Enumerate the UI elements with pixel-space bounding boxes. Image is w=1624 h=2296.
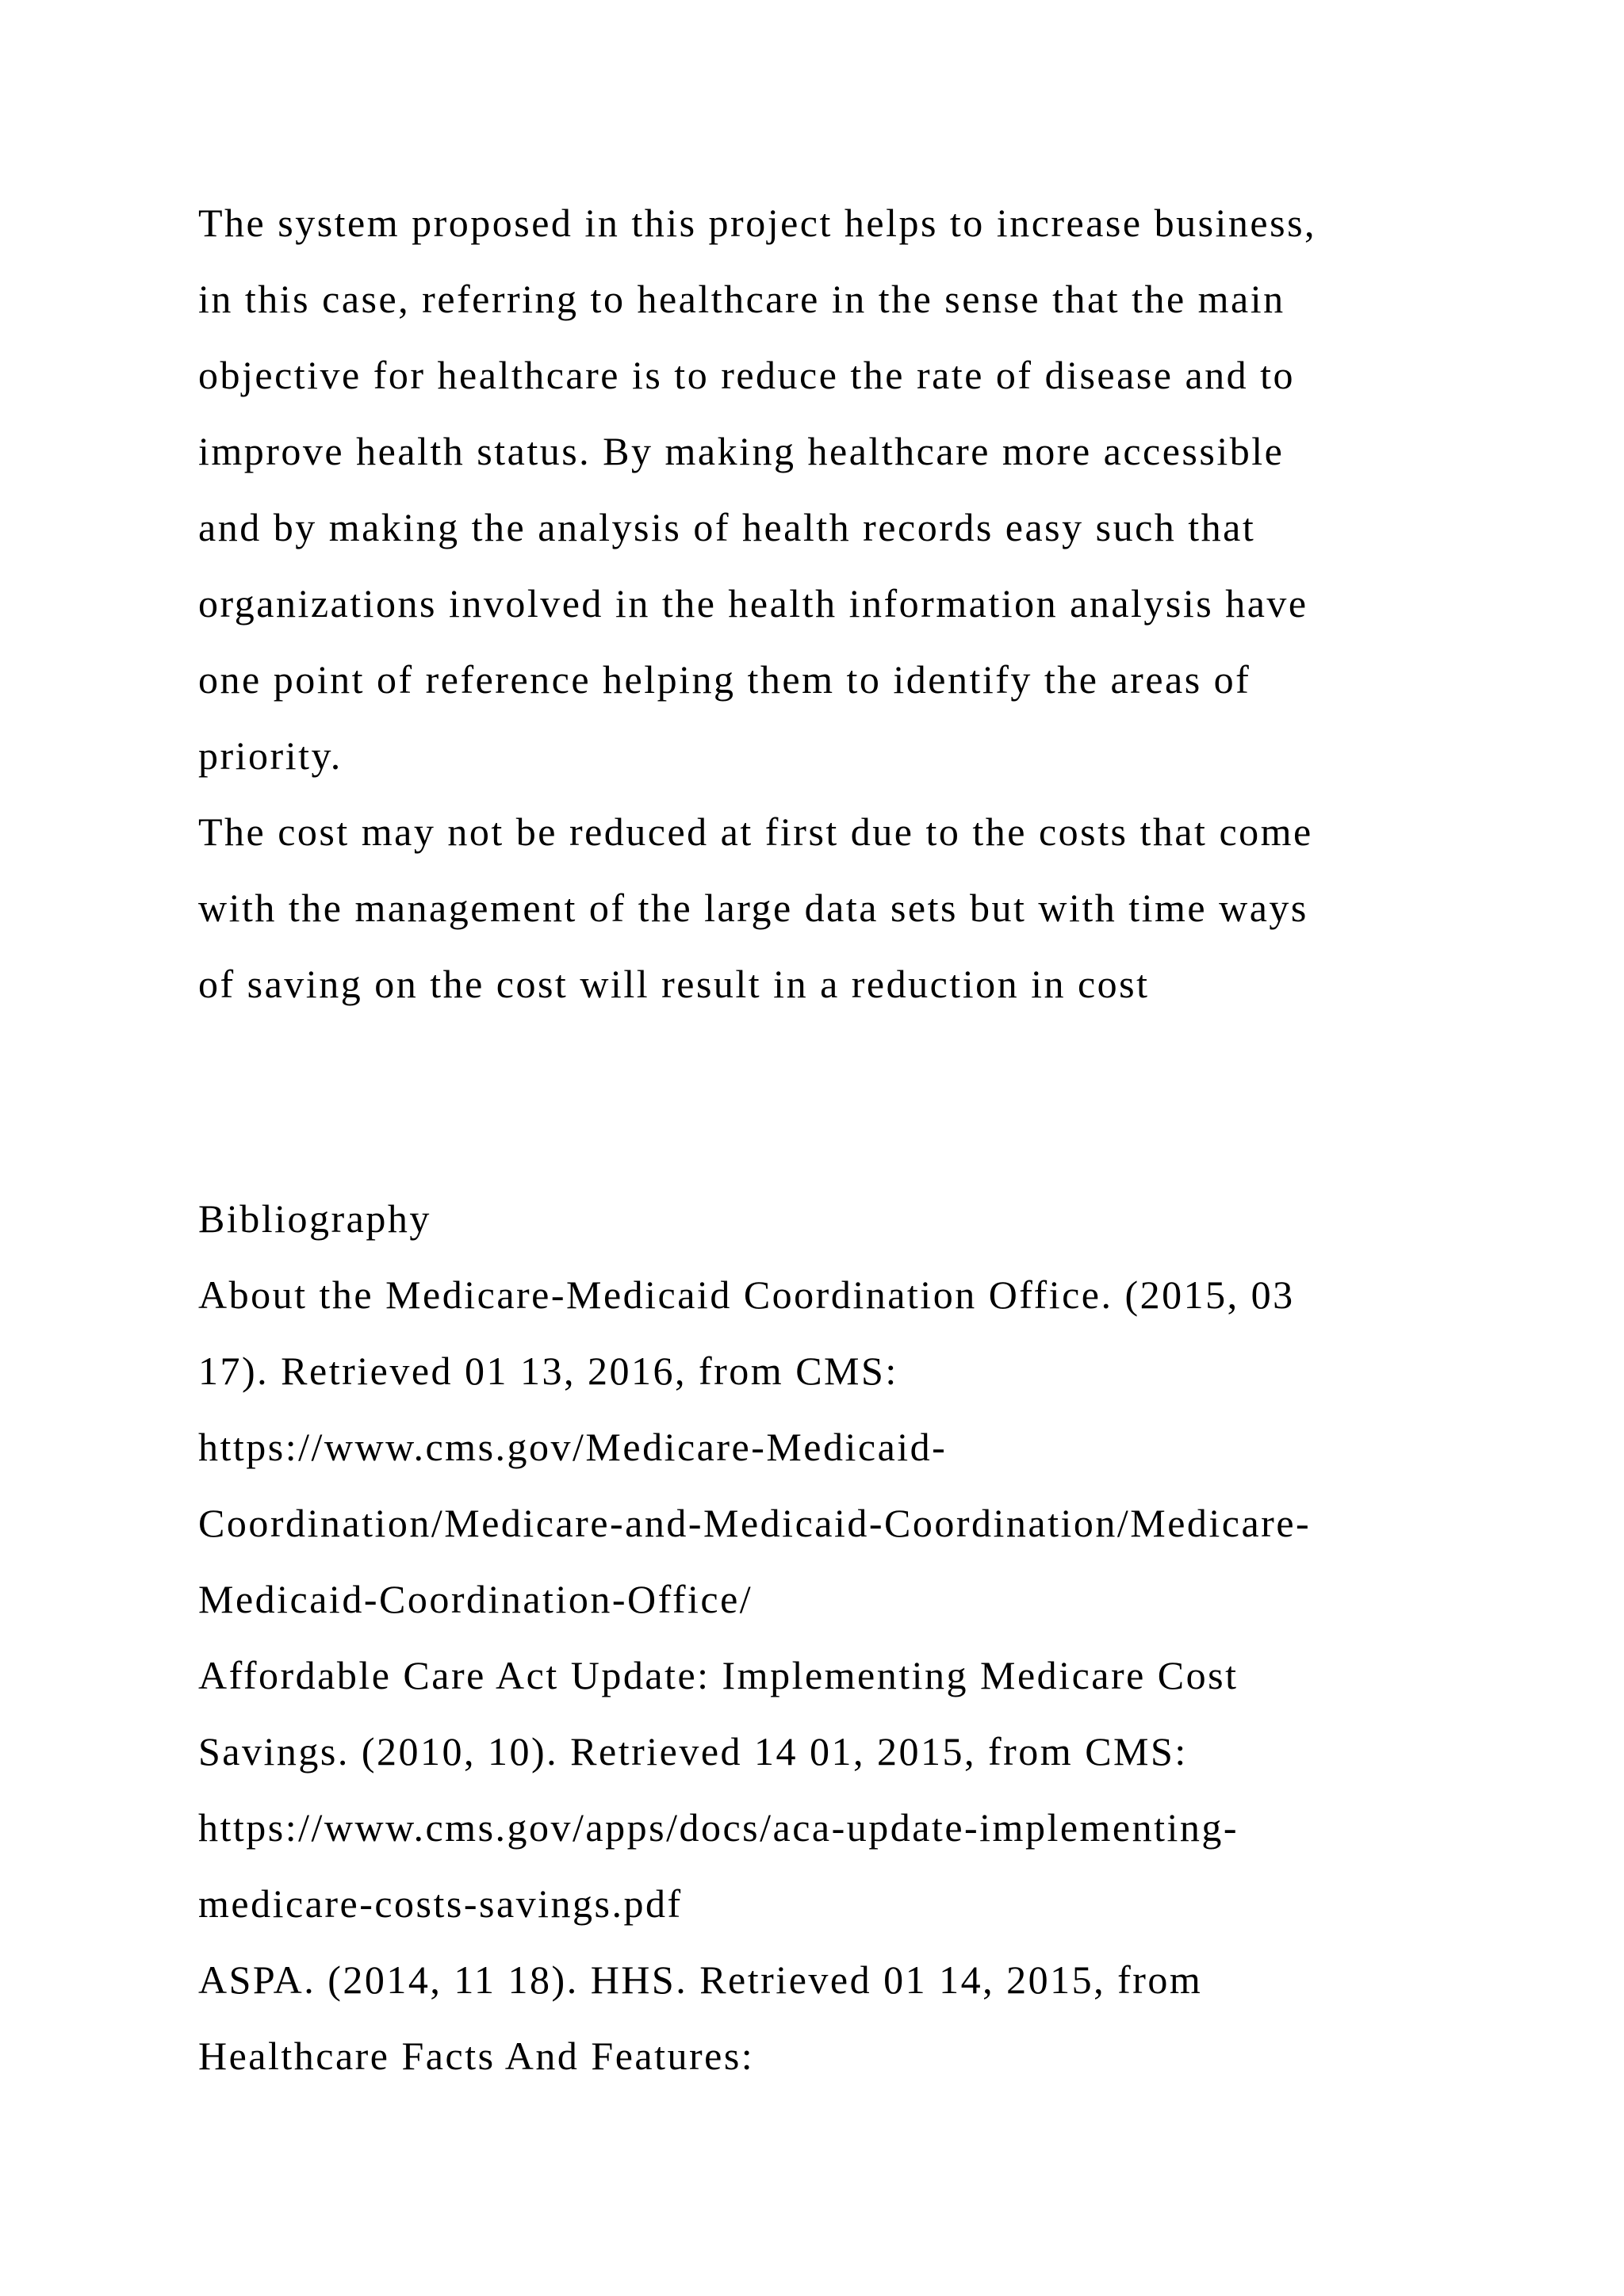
text-line: with the management of the large data sets but with time ways — [198, 886, 1308, 930]
text-line: About the Medicare-Medicaid Coordination Office. (2015, 03 — [198, 1272, 1295, 1317]
text-line: Affordable Care Act Update: Implementing Medicare Cost — [198, 1653, 1239, 1697]
text-line: Medicaid-Coordination-Office/ — [198, 1577, 753, 1621]
text-line: Savings. (2010, 10). Retrieved 14 01, 2015, from CMS: — [198, 1729, 1188, 1774]
bibliography-entry — [198, 1637, 1483, 1942]
bibliography-section — [198, 1181, 1483, 2094]
text-line: https://www.cms.gov/apps/docs/aca-update-implementing- — [198, 1805, 1239, 1850]
text-line: Healthcare Facts And Features: — [198, 2034, 755, 2078]
text-line: medicare-costs-savings.pdf — [198, 1881, 683, 1926]
bibliography-heading: Bibliography — [198, 1196, 431, 1241]
text-line: The system proposed in this project helps to increase business, — [198, 201, 1317, 245]
paragraph-cost — [198, 794, 1483, 1022]
bibliography-entry — [198, 1257, 1483, 1637]
text-line: 17). Retrieved 01 13, 2016, from CMS: — [198, 1349, 898, 1393]
text-line: ASPA. (2014, 11 18). HHS. Retrieved 01 14, 2015, from — [198, 1957, 1203, 2002]
text-line: objective for healthcare is to reduce the rate of disease and to — [198, 353, 1296, 397]
text-line: The cost may not be reduced at first due to the costs that come — [198, 809, 1313, 854]
text-line: Coordination/Medicare-and-Medicaid-Coordination/Medicare- — [198, 1501, 1312, 1545]
bibliography-entry — [198, 1942, 1483, 2094]
text-line: in this case, referring to healthcare in the sense that the main — [198, 277, 1285, 321]
text-line: and by making the analysis of health records easy such that — [198, 505, 1256, 549]
text-line: priority. — [198, 733, 343, 778]
text-line: one point of reference helping them to identify the areas of — [198, 657, 1251, 702]
text-line: of saving on the cost will result in a reduction in cost — [198, 962, 1150, 1006]
text-line: https://www.cms.gov/Medicare-Medicaid- — [198, 1425, 948, 1469]
text-line: improve health status. By making healthcare more accessible — [198, 429, 1285, 473]
text-line: organizations involved in the health information analysis have — [198, 581, 1308, 626]
paragraph-business — [198, 185, 1483, 794]
body-text — [198, 185, 1483, 1022]
